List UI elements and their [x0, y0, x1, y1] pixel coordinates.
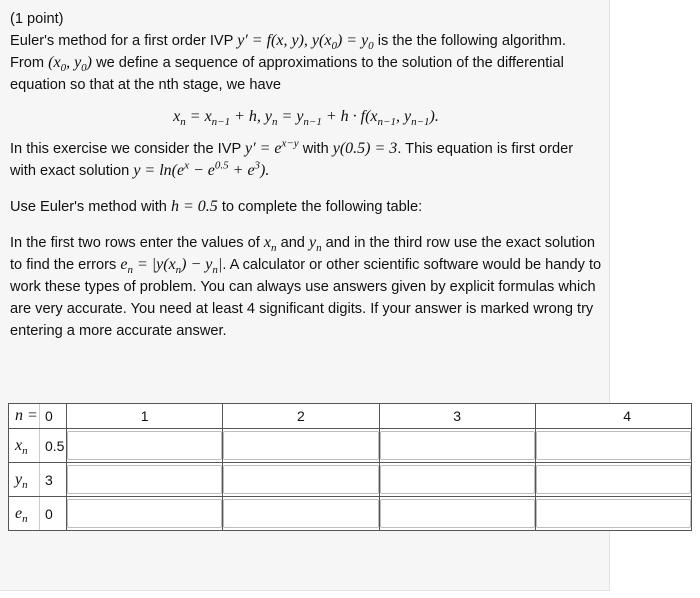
- table-row-yn: [9, 463, 692, 497]
- x4-input[interactable]: [536, 431, 691, 460]
- points-label: (1 point): [10, 11, 64, 27]
- y2-input[interactable]: [223, 465, 378, 494]
- n-header-cell: n = 0: [9, 404, 67, 429]
- e4-input[interactable]: [536, 499, 691, 528]
- row-label-xn: $x_n$ 0.5: [9, 429, 67, 463]
- row-label-en: $e_n$ 0: [9, 497, 67, 531]
- table-row-en: [9, 497, 692, 531]
- row-label-yn: $y_n$ 3: [9, 463, 67, 497]
- y1-input[interactable]: [67, 465, 222, 494]
- intro-paragraph: Euler's method for a first order IVP y′ = f(x, y), $y(x_0) = y_0$ is the the following algorithm. From ($x_0$, $y_0$) we define a sequence of approximations to the solution of the differential equation so that at the nth stage, we have: [10, 32, 566, 93]
- euler-formula: $x_n = x_{n-1} + h$, $y_n = y_{n-1} + h \cdot f(x_{n-1}$, $y_{n-1}$).: [173, 108, 439, 129]
- notes-paragraph: In the first two rows enter the values of $x_n$ and $y_n$ and in the third row use the exact solution to find the errors $e_n = |y(x_n) - y_n|$. A calculator or other scientific software would be handy to work these types of problem. You can always use answers given by explicit formulas which are very accurate. You need at least 4 significant digits. If your answer is marked wrong try entering a more accurate answer.: [10, 234, 602, 339]
- euler-table: [8, 403, 692, 531]
- instruction-paragraph: Use Euler's method with h = 0.5 to complete the following table:: [10, 198, 423, 215]
- y3-input[interactable]: [380, 465, 535, 494]
- header-n-2: 2: [223, 404, 379, 429]
- e1-input[interactable]: [67, 499, 222, 528]
- header-n-1: 1: [67, 404, 223, 429]
- table-row-xn: [9, 429, 692, 463]
- x1-input[interactable]: [67, 431, 222, 460]
- x2-input[interactable]: [223, 431, 378, 460]
- y4-input[interactable]: [536, 465, 691, 494]
- header-n-3: 3: [379, 404, 535, 429]
- exercise-paragraph: In this exercise we consider the IVP $y' = e^{x-y}$ with y(0.5) = 3. This equation is first order with exact solution $y = \ln(e^x - e^{0.5} + e^3)$.: [10, 137, 574, 179]
- header-n-4: 4: [535, 404, 691, 429]
- table-header-row: [9, 404, 692, 429]
- e3-input[interactable]: [380, 499, 535, 528]
- x3-input[interactable]: [380, 431, 535, 460]
- question-content: [10, 8, 602, 342]
- e2-input[interactable]: [223, 499, 378, 528]
